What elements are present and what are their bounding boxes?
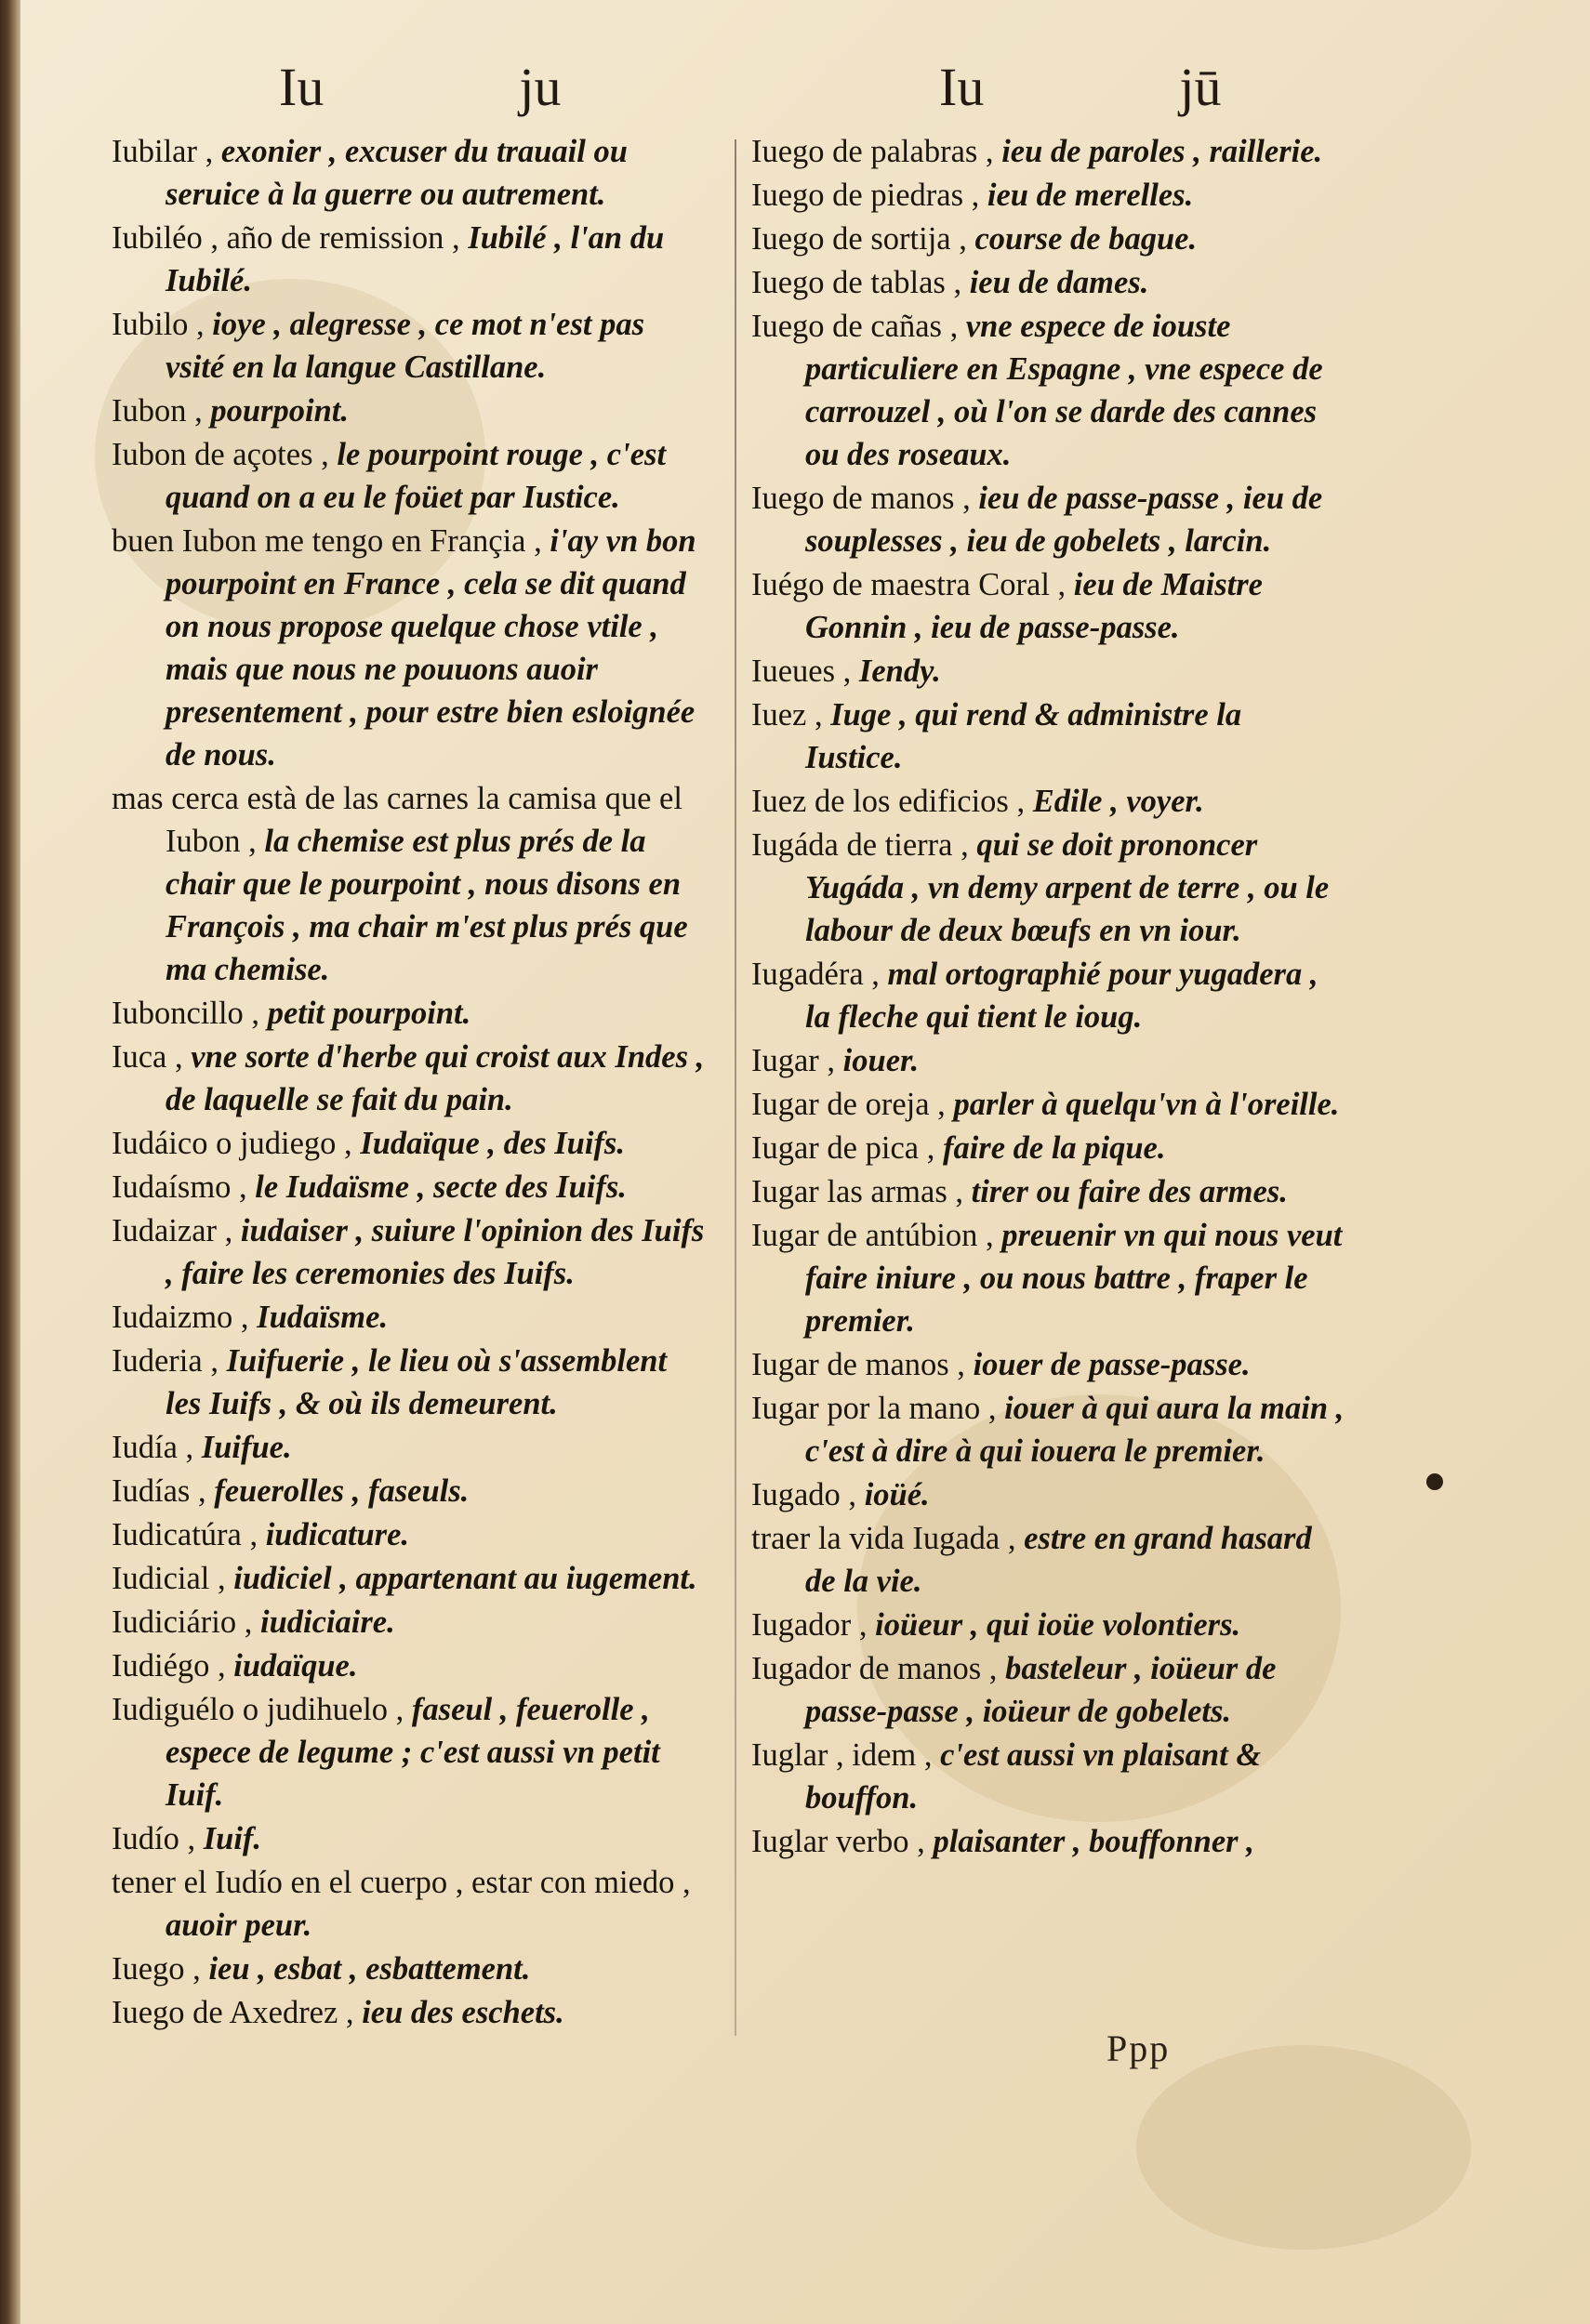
entry-gloss: Iuifue. [201, 1430, 292, 1465]
entry-gloss: faseul , feuerolle , espece de legume ; c'est aussi vn petit Iuif. [166, 1692, 660, 1813]
dictionary-entry [751, 1127, 1346, 1169]
entry-headword: Iugadéra , [751, 957, 880, 992]
entry-gloss: qui se doit prononcer Yugáda , vn demy arpent de terre , ou le labour de deux bœufs en vn iour. [805, 827, 1330, 948]
dictionary-entry [112, 303, 707, 389]
entry-gloss: Edile , voyer. [1032, 784, 1204, 819]
entry-gloss: mal ortographié pour yugadera , la fleche qui tient le ioug. [805, 957, 1318, 1035]
dictionary-entry [112, 1166, 707, 1208]
header-right-term-1: Iu [939, 57, 985, 117]
signature-mark: Ppp [1106, 2027, 1171, 2069]
header-left-term-1: Iu [279, 57, 325, 117]
dictionary-entry [112, 1296, 707, 1339]
dictionary-entry [751, 1214, 1346, 1342]
dictionary-entry [751, 305, 1346, 476]
dictionary-entry [112, 1036, 707, 1121]
dictionary-entry [112, 777, 707, 991]
entry-headword: Iugar de oreja , [751, 1087, 946, 1122]
entry-gloss: ieu de passe-passe , ieu de souplesses , ieu de gobelets , larcin. [805, 481, 1323, 559]
dictionary-entry [751, 953, 1346, 1038]
dictionary-entry [751, 1473, 1346, 1516]
dictionary-entry [112, 1122, 707, 1165]
entry-headword: Iudaísmo , [112, 1169, 247, 1205]
entry-gloss: tirer ou faire des armes. [971, 1174, 1288, 1209]
entry-gloss: Iuge , qui rend & administre la Iustice. [805, 697, 1242, 775]
dictionary-entry [112, 217, 707, 302]
ink-blot [1426, 1473, 1443, 1490]
entry-gloss: c'est aussi vn plaisant & bouffon. [805, 1737, 1262, 1816]
dictionary-entry [751, 130, 1346, 173]
entry-headword: Iueues , [751, 654, 852, 689]
entry-headword: Iuego de tablas , [751, 265, 962, 300]
dictionary-entry [112, 1817, 707, 1860]
entry-headword: Iudiégo , [112, 1648, 226, 1684]
entry-gloss: ioüé. [864, 1477, 930, 1512]
entry-gloss: course de bague. [974, 221, 1198, 257]
entry-headword: Iudicial , [112, 1561, 226, 1596]
entry-headword: Iudaizar , [112, 1213, 233, 1248]
book-binding-edge [0, 0, 20, 2324]
entry-headword: Iuego de cañas , [751, 309, 959, 344]
dictionary-entry [112, 1470, 707, 1512]
left-column [112, 130, 707, 2035]
entry-gloss: iudicature. [265, 1517, 410, 1552]
dictionary-entry [751, 563, 1346, 649]
entry-headword: Iugar , [751, 1043, 836, 1078]
entry-gloss: vne espece de iouste particuliere en Espagne , vne espece de carrouzel , où l'on se darde des cannes ou des roseaux. [805, 309, 1323, 472]
dictionary-entry [751, 1820, 1346, 1863]
entry-headword: Iuego de Axedrez , [112, 1995, 354, 2030]
entry-gloss: i'ay vn bon pourpoint en France , cela se dit quand on nous propose quelque chose vtile , mais que nous ne pouuons auoir presentement , pour estre bien esloignée de nous. [166, 523, 696, 772]
entry-headword: Iugado , [751, 1477, 857, 1512]
entry-headword: Iuego , [112, 1951, 201, 1987]
entry-headword: tener el Iudío en el cuerpo , estar con miedo , [112, 1865, 691, 1900]
entry-headword: Iugar de pica , [751, 1130, 935, 1166]
dictionary-entry [112, 1948, 707, 1990]
entry-gloss: Iubilé , l'an du Iubilé. [166, 220, 665, 298]
entry-gloss: auoir peur. [166, 1908, 312, 1943]
entry-gloss: Iudaïsme. [257, 1300, 389, 1335]
dictionary-entry [751, 174, 1346, 217]
entry-headword: Iuego de palabras , [751, 134, 994, 169]
dictionary-entry [112, 1991, 707, 2034]
entry-headword: Iudáico o judiego , [112, 1126, 352, 1161]
entry-headword: Iubilo , [112, 307, 205, 342]
entry-headword: Iuez , [751, 697, 823, 733]
dictionary-entry [112, 520, 707, 776]
entry-headword: Iugador de manos , [751, 1651, 998, 1686]
entry-gloss: feuerolles , faseuls. [214, 1473, 470, 1509]
entry-headword: Iudía , [112, 1430, 194, 1465]
entry-gloss: le Iudaïsme , secte des Iuifs. [255, 1169, 627, 1205]
entry-gloss: pourpoint. [210, 393, 349, 429]
entry-headword: Iugador , [751, 1607, 868, 1643]
entry-gloss: iouer de passe-passe. [973, 1347, 1251, 1382]
entry-gloss: ioüeur , qui ioüe volontiers. [875, 1607, 1241, 1643]
entry-gloss: iudiciaire. [259, 1604, 395, 1640]
entry-gloss: iudiciel , appartenant au iugement. [233, 1561, 697, 1596]
entry-headword: Iudicatúra , [112, 1517, 258, 1552]
entry-gloss: ieu de dames. [969, 265, 1149, 300]
entry-headword: Iuglar , idem , [751, 1737, 933, 1773]
entry-headword: Iudiguélo o judihuelo , [112, 1692, 404, 1727]
entry-gloss: faire de la pique. [942, 1130, 1166, 1166]
entry-gloss: ieu des eschets. [362, 1995, 564, 2030]
dictionary-entry [112, 1601, 707, 1644]
entry-gloss: iouer à qui aura la main , c'est à dire à qui iouera le premier. [805, 1391, 1345, 1469]
entry-gloss: vne sorte d'herbe qui croist aux Indes , de laquelle se fait du pain. [166, 1039, 705, 1117]
entry-headword: Iuca , [112, 1039, 183, 1075]
dictionary-entry [112, 992, 707, 1035]
entry-headword: Iubilar , [112, 134, 214, 169]
dictionary-entry [751, 780, 1346, 823]
entry-headword: Iugar de antúbion , [751, 1218, 994, 1253]
entry-gloss: le pourpoint rouge , c'est quand on a eu le foüet par Iustice. [166, 437, 667, 515]
entry-gloss: ieu , esbat , esbattement. [208, 1951, 531, 1987]
dictionary-entry [112, 130, 707, 216]
header-right-term-2: jū [1179, 57, 1222, 117]
entry-headword: Iudío , [112, 1821, 196, 1856]
entry-headword: Iuglar verbo , [751, 1824, 925, 1859]
entry-gloss: ieu de paroles , raillerie. [1001, 134, 1323, 169]
entry-headword: Iugáda de tierra , [751, 827, 969, 863]
dictionary-entry [112, 390, 707, 432]
dictionary-entry [751, 693, 1346, 779]
entry-gloss: estre en grand hasard de la vie. [805, 1521, 1312, 1599]
dictionary-entry [112, 1209, 707, 1295]
entry-headword: Iubon de açotes , [112, 437, 329, 472]
entry-gloss: Iudaïque , des Iuifs. [360, 1126, 625, 1161]
entry-headword: Iudiciário , [112, 1604, 253, 1640]
entry-gloss: la chemise est plus prés de la chair que le pourpoint , nous disons en François , ma chair m'est plus prés que ma chemise. [166, 824, 688, 987]
entry-headword: Iuego de piedras , [751, 178, 980, 213]
entry-headword: Iugar las armas , [751, 1174, 963, 1209]
entry-headword: Iuderia , [112, 1343, 219, 1379]
entry-headword: Iuez de los edificios , [751, 784, 1026, 819]
right-column [751, 130, 1346, 1864]
entry-headword: Iudías , [112, 1473, 206, 1509]
entry-headword: traer la vida Iugada , [751, 1521, 1016, 1556]
dictionary-entry [751, 477, 1346, 562]
entry-gloss: exonier , excuser du trauail ou seruice à la guerre ou autrement. [166, 134, 628, 212]
dictionary-entry [112, 433, 707, 519]
entry-gloss: iudaïque. [233, 1648, 358, 1684]
entry-headword: Iuego de manos , [751, 481, 971, 516]
dictionary-entry [751, 1647, 1346, 1733]
dictionary-entry [751, 824, 1346, 952]
dictionary-entry [112, 1861, 707, 1947]
entry-headword: Iudaizmo , [112, 1300, 249, 1335]
entry-headword: Iubon , [112, 393, 203, 429]
dictionary-entry [751, 1734, 1346, 1819]
dictionary-entry [751, 1170, 1346, 1213]
entry-gloss: ioye , alegresse , ce mot n'est pas vsité en la langue Castillane. [166, 307, 645, 385]
dictionary-entry [751, 1517, 1346, 1603]
entry-headword: Iuego de sortija , [751, 221, 967, 257]
dictionary-entry [112, 1644, 707, 1687]
dictionary-entry [112, 1426, 707, 1469]
entry-gloss: plaisanter , bouffonner , [933, 1824, 1254, 1859]
entry-gloss: preuenir vn qui nous veut faire iniure , ou nous battre , fraper le premier. [805, 1218, 1343, 1339]
entry-gloss: basteleur , ioüeur de passe-passe , ioüeur de gobelets. [805, 1651, 1277, 1729]
dictionary-entry [112, 1688, 707, 1816]
entry-gloss: Iuifuerie , le lieu où s'assemblent les Iuifs , & où ils demeurent. [166, 1343, 668, 1421]
dictionary-entry [112, 1340, 707, 1425]
entry-headword: mas cerca està de las carnes la camisa que el Iubon , [112, 781, 682, 859]
dictionary-entry [751, 1039, 1346, 1082]
entry-gloss: ieu de Maistre Gonnin , ieu de passe-passe. [805, 567, 1263, 645]
dictionary-entry [751, 1083, 1346, 1126]
entry-headword: Iubiléo , año de remission , [112, 220, 460, 256]
entry-headword: Iugar de manos , [751, 1347, 965, 1382]
dictionary-entry [112, 1557, 707, 1600]
entry-gloss: parler à quelqu'vn à l'oreille. [953, 1087, 1340, 1122]
entry-headword: Iugar por la mano , [751, 1391, 997, 1426]
paper-stain [1136, 2045, 1471, 2250]
dictionary-entry [751, 1604, 1346, 1646]
entry-gloss: petit pourpoint. [267, 996, 471, 1031]
dictionary-entry [751, 261, 1346, 304]
entry-headword: buen Iubon me tengo en Françia , [112, 523, 542, 559]
dictionary-entry [112, 1513, 707, 1556]
dictionary-entry [751, 1387, 1346, 1472]
entry-gloss: Iuif. [203, 1821, 262, 1856]
entry-headword: Iuégo de maestra Coral , [751, 567, 1067, 602]
entry-gloss: Iendy. [858, 654, 941, 689]
dictionary-entry [751, 218, 1346, 260]
entry-headword: Iuboncillo , [112, 996, 260, 1031]
dictionary-entry [751, 1343, 1346, 1386]
column-divider [735, 139, 736, 2036]
entry-gloss: iouer. [842, 1043, 920, 1078]
entry-gloss: iudaiser , suiure l'opinion des Iuifs , faire les ceremonies des Iuifs. [166, 1213, 705, 1291]
dictionary-entry [751, 650, 1346, 693]
entry-gloss: ieu de merelles. [987, 178, 1194, 213]
header-left-term-2: ju [519, 57, 562, 117]
